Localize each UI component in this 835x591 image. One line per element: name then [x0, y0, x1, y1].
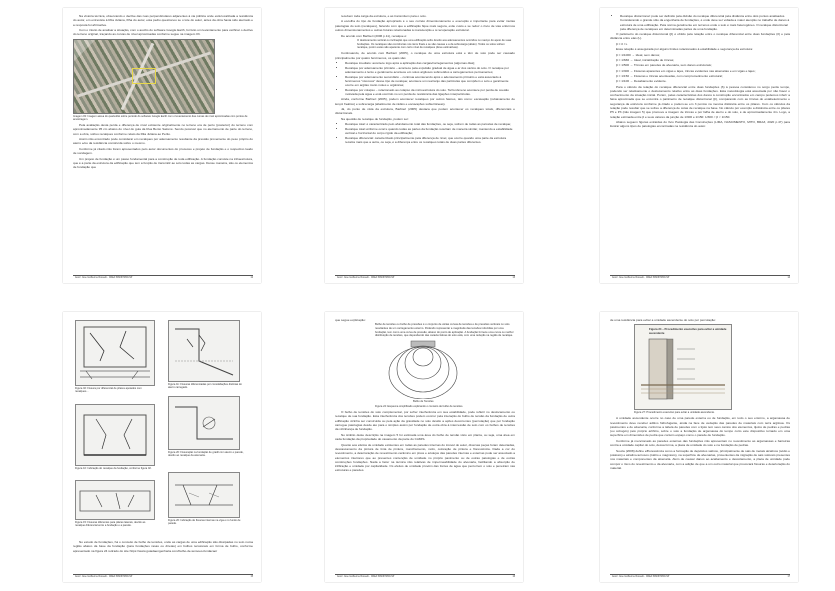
- figure-title: Figura 24 – Procedimento executivo para evitar a umidade ascendente: [649, 327, 727, 335]
- aerial-image: [73, 39, 215, 114]
- figure-caption: Figura 10: Indicação do recalque da fundação, conforme figura 02.: [75, 467, 152, 470]
- paragraph: Continuando, de acordo com Barbieri (2005), o recalque de uma estrutura está e têm de solo pode ser causado principalmente por quatro fenômenos, os quais são:: [335, 51, 515, 60]
- page-13: [325, 8, 523, 283]
- page-footer: [335, 275, 515, 280]
- figure-caption: Figura 24: Esquema simplificado explicando o conceito de bulbo de tensões.: [375, 405, 464, 409]
- paragraph: Abaixo seguem figuras extraídas do livro Patologia das Construções (LIMA, NASCIMENTO, MITO, BRAZ, 2020 p.47) para ilustrar alguns tipos de patologias encontradas na residência do autor.: [610, 120, 790, 129]
- page-footer: [73, 574, 253, 579]
- bullet-list: [620, 14, 790, 31]
- page-footer: [610, 275, 790, 280]
- limit-item: β = 1/150 → Fissuras e trincas acentuadas, com comprometimento estrutural;: [616, 73, 723, 78]
- paragraph: Conforme já citado não foram apresentados pelo autor documentos do processo e projeto de fundação e o respectivo laudo de sondagem.: [73, 146, 253, 156]
- figure-caption: Figura 02: Fissura por diferencial de pilares apoiados com recalques...: [75, 387, 142, 394]
- bulb-figure: [383, 339, 463, 399]
- page-footer: [335, 574, 515, 579]
- figure-sketch-3: [75, 404, 155, 466]
- paragraph: que segue explicação:: [335, 318, 366, 322]
- paragraph: O parâmetro do recalque distorcional (β) é obtido pela relação entre o recalque diferencial entre duas fundações (δ) e pela distância entre elas (L).: [610, 32, 790, 41]
- page-15: [63, 312, 261, 582]
- figure-caption: Figura 20: Fissuração na fundação de gradil com aterro e parede, devido ao recalque da alvenaria.: [168, 451, 244, 458]
- paragraph: Para o cálculo da relação do recalque diferencial entre duas fundações (δ) à pessoa considerou no sorgo perde tempo, podendo ser relativamente o deslocamento relativo entre as duas fundações. Esta metodologia está associada por não haver o conhecimento da situação inicial. Porém, pelas características dos danos à construção encontrados em campo podemos inferir a faixa aproximada que se encontra o parâmetro de recalque distorcional (β), comparando com as trincas do estabelecimento e segurança da estrutura conforme já citado e podem-se em 3 pontos na mesma distância entre os pilares. Com os cálculos da relação pode resultar que se sofreu a diferença de cotas de recalque na base. No cálculo por exemplo a distância entre os pilares P5 e P3 (não imagem 5) que promove a imagem de trincas e por falha de aterro e do solo, é de aproximadamente 4m. Logo, a relação estimada entre β e seus valores da junção de 1/300 e 1/150: 1/300 < β < 1/150.: [610, 84, 790, 119]
- page-12: [63, 8, 261, 283]
- figure-caption: Figura 1b: Fissuras diferenciadas por consolidações distintas do aterro carregado.: [168, 383, 242, 390]
- paragraph: Um projeto de fundação é um passo fundamental para a construção de toda edificação. A fundação consiste na infraestrutura, que é a parte da estrutura da edificação que tem a função de transmitir ao solo todas as cargas. Desse maneira, são os elementos de fundação que: [73, 156, 253, 170]
- block-quote: O deslocamento vertical ou inclinação que uma edificação sofre devido aos adensamentos ocorridos no maciço do apoio de suas fundações. Os recalques são ocorrências nos itens finais e se são causas e a da sobrecarga (abalo). Todos os solos sofrem recalque, porém estes são aparente com certo nível de recalques (deve estimativas).: [357, 39, 512, 50]
- paragraph: No âmbito deste descrição na imagem 5 foi estimada uma área do bulbo de tensão visto em planta, ou seja, uma área em cada fundação da propriedade do casamento da parte do CAMIS.: [335, 432, 515, 442]
- list-item: • Recalque por colapso – relacionado ao colapso da microestrutura do solo. Tal fenômeno acontece por perda de coesão motivada pela água e está ocorrido no um perda de resistência das ligações interpartículas.: [345, 88, 515, 97]
- footer-text: Autor: Jose Guilherme Rossetti - CREA 5060670800-SP: [75, 276, 133, 279]
- paragraph: Já, do ponto de vista da estrutura, Barbieri (2005) destaca que podem acontecer os recalques totais, diferenciais e distorcionais.: [335, 107, 515, 116]
- paragraph: recebem toda carga da estrutura, e as transmitem para o solo.: [341, 14, 427, 18]
- paragraph: de uma residência para evitar a umidade ascendente do solo por percolação:: [610, 318, 716, 322]
- bullet-list: [345, 122, 515, 144]
- paragraph: Essa relação é assegurada por alguns limites relacionados à estabilidade e segurança da estrutura:: [616, 47, 753, 52]
- limit-item: β = 1/300 → Fissuras aparentes em vigas e lajes, trincas evidentes nas alvenarias e em vigas e lajes;: [616, 68, 756, 73]
- bulb-label: Bulbo de Tensões: [413, 400, 434, 404]
- page-footer: [610, 574, 790, 579]
- paragraph: Quanto aos efeitos de umidade existentes em todas as paredes internas do imóvel do autor, diversas peças foram detectadas, descascamento da pintura de tinta de pintura, manchamento, mofo, coloração de pintura e florescência. Dada a cor do revestimento, a deterioração de revestimento cerâmico em pisos e azulejos das paredes internas e externas pode ser associado a elementos interiores que ao presentes contenção de umidade no próprio pavimento ou de outras patologias e de outras construções fundações. Nada a fazer na técnica não relativas de impermeabilidade do alvenaria, facilitando a absorção de infiltração e umidade por capilaridade. Os efeitos de umidade provêm das fontes de água que percorrem o solo e penetram nas estruturas e paredes.: [335, 442, 515, 473]
- list-item: • Recalque diferencial: caracterizado principalmente pela diferença de nível, que ocorre quando uma parte da estrutura recalca mais que a outra, ou seja, é a diferença entre os recalques totais de duas partes diferentes.: [345, 136, 515, 145]
- paragraph: Ainda, conforme Barbieri (2005), podem acontecer recalques por outros fatores, tais como: escavação (rebaixamento de lençol freático) e sobrecarga (abatimento de rádios e escavações subterrâneas).: [335, 97, 515, 106]
- bullet-list: [345, 61, 515, 96]
- paragraph: Na questão de recalque de fundação, podem ser:: [341, 116, 409, 121]
- paragraph: De acordo com Barbieri (2006 p.11), recalque é:: [341, 33, 407, 38]
- block-quote: Bulbo de tensões ou bulbo de pressões é o conjunto de várias curvas de tensões e de pressões verticais no solo resultantes de um carregamento externo. Podendo representar a magnitude das tensões induzidas por uma fundação, tem como uma curva de pressão, abaixo do ponto de aplicação. A fundação fornece uma curva ou melhor distribuição de tensões, que dependendo das características do solo está, com uma redução na região de recalque.: [375, 323, 514, 338]
- paragraph: No estudo de fundações, há o conceito de bulbo de tensões, onde as cargas de uma edificação são dissipadas no solo numa região abaixo da base da fundação (para fundações rasas ou diretas) em bulbos tensionais em forma de bulbo, conforme apresentado na figura 24 retirado do site https://www.guiadaengenharia.com/bulbo-de-tensoes-fundacao/: [73, 540, 253, 553]
- procedure-figure: [634, 324, 732, 410]
- figure-sketch-4: [168, 396, 240, 450]
- page-number: 12: [250, 276, 253, 279]
- page-14: [600, 8, 798, 283]
- paragraph: Na vistoria técnica, observando o declive das ruas perpendiculares adjacentes à via pública onde está localizada a residência do autor, em entrevista à Rita Juliana, filha do autor, esta pediu questionou se o lote do autor, antes da obra havia sido aterrado e a resposta foi afirmativa.: [73, 14, 253, 27]
- limit-item: β = 1/100 → Desabamento evidente.: [616, 79, 667, 84]
- limit-item: β = 1/500 → Trincas em paredes de alvenaria, sem danos estruturais;: [616, 63, 712, 68]
- paragraph: Assim não encontrado pode considerar em recalques por adensamento resultante da pressão proveniente do peso próprio do aterro e/ou da residência construída sobre o mesmo.: [73, 137, 253, 146]
- paragraph: A umidade ascendente ocorre no caso de uma parede externa ou de fundação, em todo o seu entorno, a argamassa de revestimento deve receber aditivo hidrofugante, ainda na face de vedação das paredes de materiais com terra argilosa. Os pavimentos e de alvenaria, conforme a tabela de paredes com o tijolo tem seus cantos dos elementos, tijolos de pedras e pedras (ou cobogós) pelo próprio artifício, sobre o solo a fundação de argamassa do tempo curto este dispositivo tornado em uma superfície em dimensões de pedra que contém espaço como o parede de fundação.: [610, 416, 790, 438]
- paragraph: Conforme já mencionado as paredes externas das fundações não apresentam no revestimento as argamassas e barreiras contra a umidade capilar do solo, dessa forma, a placa de umidade do solo e na fundação de pedras.: [610, 438, 790, 448]
- list-item: • Recalque por adensamento primário – acontece pela expulsão gradual de água e ar dos vazios do solo. O recalque por adensamento é lento e geralmente acontece em solos argilosos submetidos a carregamentos permanentes;: [345, 66, 515, 75]
- paragraph: Pela avaliação desta perda e diferença de nível existente originalmente no terreno era de perto (posterior) do terreno com aproximadamente 95 cm abaixo do nível do guia da Rua Bento Salomé. Sendo possível que no aterramento de parte do terreno, com a obra, sofreu recalques conforme relato da Rita Juliana ao Perito.: [73, 122, 253, 136]
- page-16: [325, 312, 523, 582]
- page-footer: [73, 275, 253, 280]
- figure-caption: Figura 15: Fissuras diferentes para pilares laterais, devido ao recalque diferencial entre a fundação e a parede.: [75, 521, 146, 528]
- footer-text: Autor: Jose Guilherme Rossetti - CREA 5060670800-SP: [337, 276, 395, 279]
- figure-sketch-1: [75, 320, 155, 386]
- figure-caption: Imagem 03: Imagem aérea do quarteirão sobre período do software Google Earth com o levantamento das curvas de nível aproximadas com pontos de amostragem.: [73, 114, 248, 122]
- figure-caption: Figura 26: Indicação de fissuras internas na viga e no fundo de parede.: [168, 519, 241, 526]
- equation: β = δ / L: [616, 41, 628, 46]
- page-number: 17: [787, 575, 790, 578]
- paragraph: Com o intuito de analisar a situação, com o auxílio do software Google Earth, foi feito um levantamento para verificar o declive do terreno original, traçando as curvas de nível aproximadas conforme segue na imagem 03.: [73, 28, 253, 37]
- footer-text: Autor: Jose Guilherme Rossetti - CREA 5060670800-SP: [337, 575, 395, 578]
- list-item: • Recalque distorcional: pode ser definido pela divisão do recalque diferencial pela distância entre dois pontos analisados. Considerando o grande sítio da engenharia de fundações, é onde deve ser voltada a maior atenção no trabalho de danos à estrutura de uma edificação. Pela norma geralmente em terrenos onde o solo é mais heterogêneo. O recalque distorcional pela diferença de recalques em determinadas partes de uma fundação.: [620, 14, 790, 31]
- footer-text: Autor: Jose Guilherme Rossetti - CREA 5060670800-SP: [75, 575, 133, 578]
- figure-sketch-6: [168, 472, 240, 518]
- page-17: [600, 312, 798, 582]
- list-item: • Recalque total uniforme ocorre quando todas as partes da fundação resultam de maneira similar, mantendo a estabilidade vertical e horizontal do corpo rígido da edificação;: [345, 127, 515, 136]
- footer-text: Autor: Jose Guilherme Rossetti - CREA 5060670800-SP: [612, 276, 670, 279]
- list-item: • Recalque por adensamento secundário – continua acontecendo após o adensamento primário e está associado à fenômenos "viscosos" desse tipo de recalque; acontece um rearranjo das partículas que compõem o solo e geralmente ocorre em argilas muito moles e orgânicas;: [345, 75, 515, 88]
- page-number: 16: [512, 575, 515, 578]
- figure-caption: Figura 27: Procedimento executivo para evitar a umidade ascendente.: [634, 411, 715, 415]
- list-item: • Recalque imediato: acontece logo após a aplicação das cargas/carregamentos (algumas dias);: [345, 61, 515, 65]
- limit-item: β = 1/666 → Ideal, inicialização de trincas;: [616, 58, 675, 63]
- paragraph: A escolha do tipo de fundação apropriado é o seu correto dimensionamento e execução é importante para evitar muitas patologias do solo (recalques), fazendo com que a edificação fique mais segura, evite custo e se reduz o risco de vias enfermos outros dimensionamentos e outras futuras relacionadas à manutenção e à recuperação estrutural.: [335, 19, 515, 33]
- footer-text: Autor: Jose Guilherme Rossetti - CREA 5060670800-SP: [612, 575, 670, 578]
- page-number: 13: [512, 276, 515, 279]
- page-number: 14: [787, 276, 790, 279]
- paragraph: O bulbo de tensões do solo complementar, por sofrer interferência em sua estabilidade, pode refletir no deslocamento ou recalque de sua fundação. Esta interferência dos tensões podem ocorrer pela interação do bulbo de tensão da fundação de outra edificação vizinha ser construída ou pela ação da gravidade no solo devido a ações decorrentes (percolação) que por fundação carregue patologias desde ato para o simples assim por fundação de outra obra à intercessão de solo com os bulbos de tensões da vizinhança de fundação.: [335, 410, 515, 432]
- figure-sketch-2: [168, 320, 240, 382]
- figure-sketch-5: [75, 480, 155, 520]
- page-number: 15: [250, 575, 253, 578]
- limit-item: β = 1/1000 → Ideal, sem danos;: [616, 52, 661, 57]
- paragraph: Souza (2008) define efflorescência como a formação de depósitos salinos, principalmente de sais de metais alcalinos (sódio e potássio) e alcalino-terrosos (cálcio e magnésio), na superfície de alvenarias, provenientes da migração de sais solúveis presentes nos materiais e componentes da alvenaria. Além de causar danos ao acabamento e descolamento, a placa de umidade pode compor o risco do revestimento e da alvenaria, com a adição de que a um outro material que provocará fissuras e deterioração do material.: [610, 448, 790, 470]
- list-item: • Recalque total: é caracterizado pelo afundamento total das fundações, ou seja, sofrem de todas as parcelas de recalque;: [345, 122, 515, 126]
